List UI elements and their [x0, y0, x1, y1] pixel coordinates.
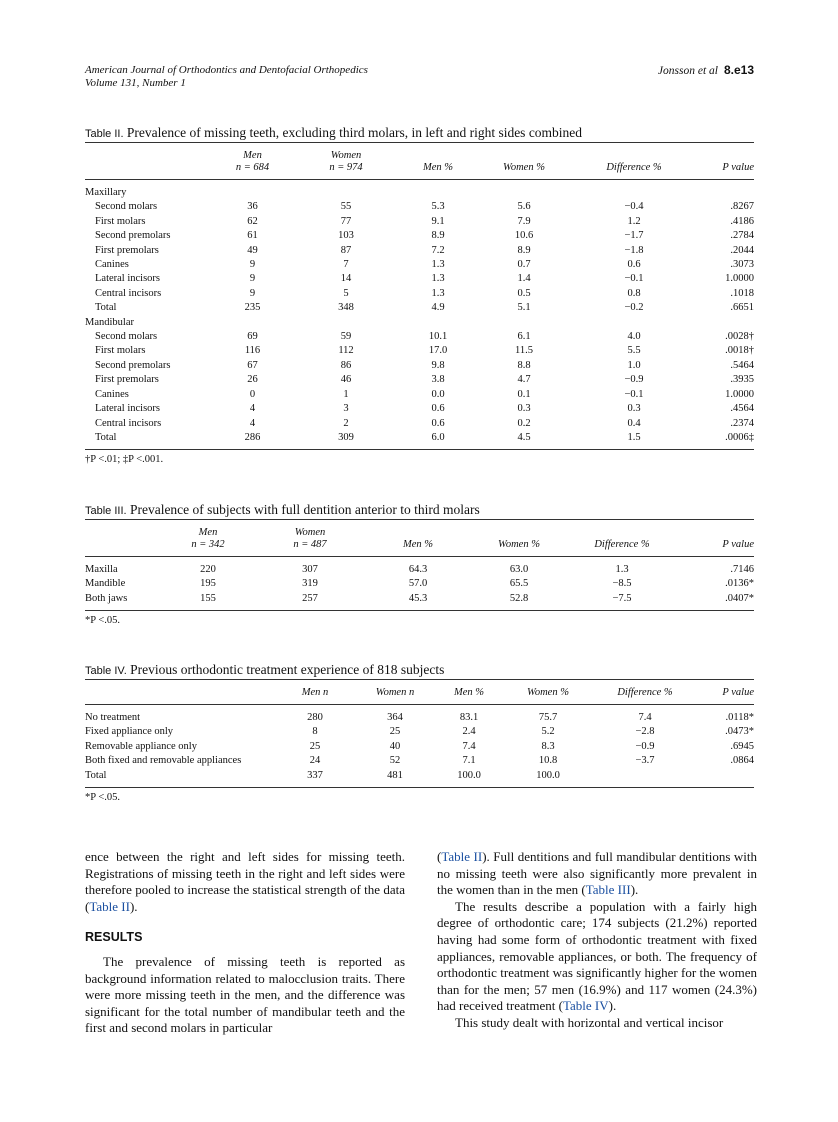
cell-value: 1 — [343, 388, 349, 400]
cell-value: .0864 — [730, 755, 754, 767]
journal-volume: Volume 131, Number 1 — [85, 77, 186, 89]
cell-value: 364 — [387, 712, 403, 723]
cell-value: 112 — [338, 345, 354, 357]
cell-value: 4.5 — [484, 431, 564, 450]
cell-value: 1.3 — [431, 273, 445, 285]
cell-value: 14 — [340, 273, 352, 285]
cell-value: .0136* — [725, 578, 754, 590]
table-caption — [85, 125, 754, 142]
row-label: First premolars — [95, 374, 159, 386]
cell-value: 220 — [200, 564, 216, 575]
table-row — [85, 287, 754, 301]
cell-value: −2.8 — [635, 726, 655, 738]
cell-value: 7.1 — [462, 755, 476, 767]
row-label: Canines — [95, 259, 129, 271]
cell-value: 63.0 — [509, 564, 529, 575]
table-link[interactable]: Table II — [441, 849, 483, 864]
cell-value: 348 — [338, 302, 354, 314]
data-table — [85, 519, 754, 611]
cell-value: 83.1 — [459, 712, 479, 723]
row-label: Removable appliance only — [85, 740, 197, 752]
cell-value: 103 — [338, 230, 354, 242]
cell-value: 87 — [340, 244, 352, 256]
cell-value: 319 — [302, 578, 318, 590]
cell-value: 86 — [340, 359, 352, 371]
table-row — [85, 200, 754, 214]
column-header: n = 684 — [205, 162, 300, 180]
table-row — [85, 725, 754, 739]
column-header: Difference % — [564, 162, 704, 180]
table-row — [85, 373, 754, 387]
cell-value: 45.3 — [379, 592, 457, 611]
cell-value: 0.5 — [517, 287, 531, 299]
table-2 — [85, 125, 754, 465]
cell-value: 7.9 — [517, 215, 531, 227]
table-title: Prevalence of subjects with full dentition anterior to third molars — [129, 502, 480, 517]
cell-value: 307 — [302, 564, 318, 575]
cell-value: −0.4 — [624, 201, 644, 213]
row-label: Lateral incisors — [95, 403, 161, 415]
cell-value: .0118* — [725, 712, 754, 723]
cell-value: 2.4 — [462, 726, 476, 738]
cell-value: 55 — [340, 201, 352, 213]
cell-value: 1.4 — [517, 273, 531, 285]
row-label: Mandible — [85, 578, 126, 590]
table-row — [85, 754, 754, 768]
cell-value: 100.0 — [503, 769, 593, 788]
column-header: P value — [697, 687, 754, 705]
cell-value: 4.0 — [627, 331, 641, 343]
column-header: Women % — [484, 162, 564, 180]
cell-value: 8.8 — [517, 359, 531, 371]
cell-value: 7.2 — [431, 244, 445, 256]
row-label: Both jaws — [85, 592, 175, 611]
header-row — [85, 680, 754, 688]
cell-value: 0.6 — [431, 403, 445, 415]
cell-value: 8.3 — [541, 740, 555, 752]
cell-value: .4564 — [730, 403, 754, 415]
cell-value: 280 — [307, 712, 323, 723]
cell-value: 5.3 — [431, 201, 445, 213]
table-footnote: †P <.01; ‡P <.001. — [85, 454, 164, 466]
group-label: Maxillary — [85, 187, 127, 198]
cell-value: .2374 — [730, 417, 754, 429]
cell-value: 10.1 — [428, 331, 448, 343]
cell-value: −0.1 — [624, 273, 644, 285]
cell-value: .0018† — [725, 345, 754, 357]
column-header: n = 487 — [241, 539, 379, 557]
column-header: Men % — [435, 687, 503, 705]
cell-value: .1018 — [730, 287, 754, 299]
cell-value: −0.1 — [624, 388, 644, 400]
data-table — [85, 142, 754, 450]
cell-value: 257 — [241, 592, 379, 611]
row-label: Second molars — [95, 201, 158, 213]
column-header: Men n — [275, 687, 355, 705]
table-row — [85, 344, 754, 358]
row-label: Central incisors — [95, 417, 162, 429]
column-header — [564, 143, 704, 163]
cell-value: 309 — [300, 431, 392, 450]
cell-value: 10.6 — [514, 230, 534, 242]
cell-value: 25 — [309, 740, 321, 752]
row-label: Second premolars — [95, 230, 171, 242]
cell-value: −8.5 — [612, 578, 632, 590]
table-row — [85, 215, 754, 229]
cell-value: 0.3 — [517, 403, 531, 415]
table-label: Table IV. — [85, 665, 127, 677]
table-link[interactable]: Table II — [89, 898, 130, 914]
page-number: 8.e13 — [723, 63, 754, 77]
header-row — [85, 162, 754, 180]
cell-value: 337 — [275, 769, 355, 788]
cell-value: 67 — [247, 359, 258, 371]
cell-value: 59 — [340, 331, 352, 343]
cell-value: .0028† — [725, 331, 754, 343]
paragraph — [437, 899, 757, 1015]
authors: Jonsson et al — [657, 65, 718, 77]
running-header-journal — [85, 64, 368, 90]
cell-value — [593, 769, 697, 788]
cell-value: 64.3 — [408, 564, 428, 575]
cell-value: −1.8 — [624, 244, 644, 256]
column-header — [85, 143, 205, 163]
table-row — [85, 577, 754, 591]
cell-value: 61 — [247, 230, 258, 242]
cell-value: −7.5 — [581, 592, 663, 611]
cell-value: −1.7 — [624, 230, 644, 242]
cell-value: .4186 — [730, 215, 754, 227]
cell-value: 0.8 — [627, 287, 641, 299]
cell-value: 155 — [175, 592, 241, 611]
table-label: Table II. — [85, 128, 124, 140]
cell-value: .3935 — [730, 374, 754, 386]
cell-value: 52 — [389, 755, 401, 767]
row-label: Second molars — [95, 331, 158, 343]
cell-value: 0.1 — [517, 388, 531, 400]
row-label: First molars — [95, 215, 146, 227]
cell-value: 77 — [340, 215, 352, 227]
cell-value: 0.7 — [517, 259, 531, 271]
cell-value: 1.2 — [627, 215, 641, 227]
cell-value: .0006‡ — [704, 431, 754, 450]
cell-value: 10.8 — [538, 755, 558, 767]
row-label: Total — [95, 302, 117, 314]
cell-value: 9 — [249, 287, 256, 299]
running-header-page — [658, 64, 754, 78]
group-row — [85, 180, 754, 201]
cell-value: 7 — [343, 259, 349, 271]
cell-value: 0.3 — [627, 403, 641, 415]
cell-value: 0.4 — [627, 417, 641, 429]
column-header — [85, 162, 205, 180]
cell-value: 0.6 — [431, 417, 445, 429]
column-header — [85, 539, 175, 557]
table-title: Prevalence of missing teeth, excluding third molars, in left and right sides combined — [126, 125, 583, 140]
text: ). — [608, 998, 617, 1014]
column-header: n = 974 — [300, 162, 392, 180]
column-header: n = 342 — [175, 539, 241, 557]
cell-value: 46 — [340, 374, 352, 386]
cell-value: 6.1 — [517, 331, 531, 343]
cell-value: 25 — [389, 726, 401, 738]
column-header — [663, 520, 754, 540]
row-label: Central incisors — [95, 287, 162, 299]
cell-value: −0.9 — [635, 740, 655, 752]
column-header — [704, 143, 754, 163]
cell-value: 4 — [249, 403, 256, 415]
cell-value: .6945 — [730, 740, 754, 752]
cell-value: 8.9 — [517, 244, 531, 256]
column-header — [392, 143, 484, 163]
table-4 — [85, 662, 754, 803]
cell-value: 5.2 — [541, 726, 555, 738]
cell-value: 7.4 — [462, 740, 476, 752]
body-left-column — [85, 849, 405, 1037]
cell-value: 0.2 — [517, 417, 531, 429]
row-label: Canines — [95, 388, 129, 400]
cell-value: 1.0 — [627, 359, 641, 371]
cell-value: −0.2 — [624, 302, 644, 314]
cell-value: 0.0 — [431, 388, 445, 400]
column-header — [457, 520, 581, 540]
table-link[interactable]: Table III — [585, 882, 631, 898]
table-title: Previous orthodontic treatment experience of 818 subjects — [130, 662, 445, 677]
text: ence between the right and left sides for missing teeth. Registrations of missing teeth in the right and left sides were therefore pooled to increase the statistical strength of the data ( — [85, 849, 405, 914]
cell-value: 9.1 — [431, 215, 445, 227]
cell-value: .8267 — [730, 201, 754, 213]
cell-value: .2784 — [730, 230, 754, 242]
cell-value: 0 — [249, 388, 256, 400]
column-header: Women — [300, 143, 392, 163]
cell-value: 9.8 — [431, 359, 445, 371]
table-row — [85, 229, 754, 243]
table-row — [85, 431, 754, 450]
cell-value: 5.6 — [517, 201, 531, 213]
table-row — [85, 417, 754, 431]
row-label: Second premolars — [95, 359, 171, 371]
column-header — [503, 680, 593, 688]
cell-value: 17.0 — [428, 345, 448, 357]
row-label: First premolars — [95, 244, 159, 256]
table-row — [85, 592, 754, 611]
cell-value: .5464 — [730, 359, 754, 371]
table-row — [85, 244, 754, 258]
cell-value: 100.0 — [435, 769, 503, 788]
paragraph: This study dealt with horizontal and vertical incisor — [455, 1014, 724, 1030]
header-row — [85, 520, 754, 540]
cell-value: 65.5 — [509, 578, 529, 590]
column-header — [379, 520, 457, 540]
cell-value: 4 — [249, 417, 256, 429]
journal-name: American Journal of Orthodontics and Dentofacial Orthopedics — [85, 64, 368, 76]
table-footnote: *P <.05. — [85, 615, 120, 627]
column-header: Men — [175, 520, 241, 540]
cell-value: −0.9 — [624, 374, 644, 386]
table-row — [85, 301, 754, 315]
cell-value: 235 — [244, 302, 261, 314]
cell-value: 286 — [205, 431, 300, 450]
cell-value: .0473* — [725, 726, 754, 738]
table-link[interactable]: Table IV — [562, 998, 609, 1014]
table-footnote: *P <.05. — [85, 792, 120, 804]
table-row — [85, 359, 754, 373]
cell-value: 9 — [249, 259, 256, 271]
cell-value: 2 — [343, 417, 349, 429]
cell-value: 62 — [247, 215, 258, 227]
header-row — [85, 143, 754, 163]
data-table — [85, 679, 754, 788]
paragraph: The prevalence of missing teeth is reported as background information related to malocclusion traits. There were more missing teeth in the men, and the difference was significant for the total number of mandibular teeth and the first and second molars in particular — [85, 953, 405, 1036]
cell-value: .0407* — [663, 592, 754, 611]
cell-value: .3073 — [730, 259, 754, 271]
cell-value: 1.5 — [564, 431, 704, 450]
cell-value: 8.9 — [431, 230, 445, 242]
column-header — [581, 520, 663, 540]
cell-value: 9 — [249, 273, 256, 285]
column-header — [85, 687, 275, 705]
column-header — [484, 143, 564, 163]
cell-value: 49 — [247, 244, 258, 256]
column-header: Women % — [503, 687, 593, 705]
cell-value: .7146 — [730, 564, 754, 575]
table-row — [85, 258, 754, 272]
table-row — [85, 705, 754, 726]
text: ). Full dentitions and full mandibular dentitions with no missing teeth were also significantly more prevalent in the women than in the men ( — [437, 849, 757, 898]
cell-value: 11.5 — [515, 345, 533, 357]
row-label: Total — [85, 431, 205, 450]
cell-value: 75.7 — [538, 712, 558, 723]
column-header — [435, 680, 503, 688]
cell-value — [697, 769, 754, 788]
text: The results describe a population with a fairly high degree of orthodontic care; 174 subjects (21.2%) reported having had some form of orthodontic treatment with fixed appliances, removable appliances, or both. The frequency of orthodontic treatment was significantly higher for the women than for the men; 57 men (16.9%) and 117 women (24.3%) had received treatment ( — [437, 898, 757, 1014]
column-header: Women % — [457, 539, 581, 557]
body-right-column — [437, 849, 757, 1032]
cell-value: 1.3 — [615, 564, 629, 575]
row-label: Fixed appliance only — [85, 726, 174, 738]
column-header: P value — [663, 539, 754, 557]
table-caption — [85, 662, 754, 679]
row-label: Both fixed and removable appliances — [85, 755, 242, 767]
cell-value: 40 — [389, 740, 401, 752]
group-row — [85, 316, 754, 330]
column-header: Women n — [355, 687, 435, 705]
cell-value: 195 — [200, 578, 216, 590]
table-row — [85, 388, 754, 402]
text: ). — [129, 898, 138, 914]
cell-value: 5.5 — [627, 345, 641, 357]
cell-value: 7.4 — [638, 712, 652, 723]
row-label: No treatment — [85, 712, 141, 723]
cell-value: 5 — [343, 287, 349, 299]
cell-value: 1.3 — [431, 259, 445, 271]
cell-value: 4.9 — [431, 302, 445, 314]
cell-value: 3 — [343, 403, 349, 415]
table-row — [85, 272, 754, 286]
cell-value: 69 — [247, 331, 258, 343]
table-label: Table III. — [85, 505, 127, 517]
header-row — [85, 539, 754, 557]
row-label: Lateral incisors — [95, 273, 161, 285]
cell-value: 1.3 — [431, 287, 445, 299]
column-header — [85, 520, 175, 540]
text: ). — [630, 882, 639, 898]
cell-value: .6651 — [730, 302, 754, 314]
table-row — [85, 769, 754, 788]
table-caption — [85, 502, 754, 519]
row-label: Total — [85, 769, 275, 788]
column-header: Difference % — [581, 539, 663, 557]
cell-value: 52.8 — [457, 592, 581, 611]
cell-value: 1.0000 — [725, 388, 754, 400]
cell-value: 8 — [312, 726, 318, 738]
column-header: Men % — [379, 539, 457, 557]
cell-value: −3.7 — [635, 755, 655, 767]
row-label: First molars — [95, 345, 146, 357]
cell-value: 26 — [247, 374, 258, 386]
column-header: P value — [704, 162, 754, 180]
column-header — [593, 680, 697, 688]
table-row — [85, 402, 754, 416]
paragraph — [85, 849, 405, 915]
column-header: Men — [205, 143, 300, 163]
column-header: Men % — [392, 162, 484, 180]
table-3 — [85, 502, 754, 626]
column-header — [355, 680, 435, 688]
cell-value: 36 — [247, 201, 258, 213]
table-row — [85, 330, 754, 344]
column-header — [697, 680, 754, 688]
cell-value: 57.0 — [408, 578, 428, 590]
column-header: Difference % — [593, 687, 697, 705]
cell-value: 6.0 — [392, 431, 484, 450]
group-label: Mandibular — [85, 316, 134, 328]
table-row — [85, 557, 754, 578]
section-heading-results: RESULTS — [85, 930, 143, 945]
table-row — [85, 740, 754, 754]
cell-value: 3.8 — [431, 374, 445, 386]
cell-value: 116 — [244, 345, 261, 357]
cell-value: 24 — [309, 755, 321, 767]
cell-value: 4.7 — [517, 374, 531, 386]
column-header — [85, 680, 275, 688]
row-label: Maxilla — [85, 564, 118, 575]
cell-value: 5.1 — [517, 302, 531, 314]
paragraph — [437, 849, 757, 899]
cell-value: .2044 — [730, 244, 754, 256]
header-row — [85, 687, 754, 705]
column-header: Women — [241, 520, 379, 540]
cell-value: 1.0000 — [725, 273, 754, 285]
cell-value: 0.6 — [627, 259, 641, 271]
text: ( — [437, 849, 442, 864]
cell-value: 481 — [355, 769, 435, 788]
column-header — [275, 680, 355, 688]
